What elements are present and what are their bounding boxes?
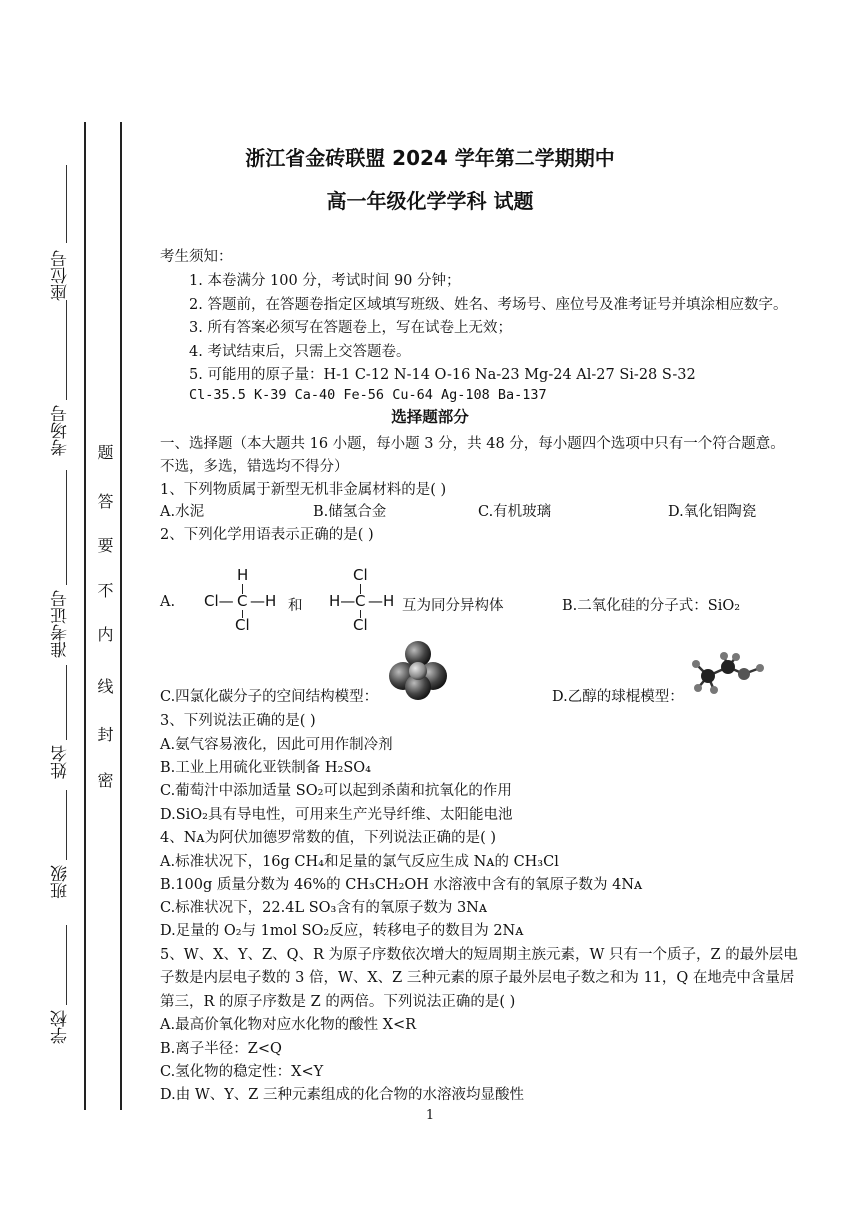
question-5-stem: 5、W、X、Y、Z、Q、R 为原子序数依次增大的短周期主族元素，W 只有一个质子，Z 的最外层电 (160, 947, 798, 963)
question-5-option-b: B.离子半径：Z<Q (160, 1041, 282, 1057)
question-4-option-d: D.足量的 O₂与 1mol SO₂反应，转移电子的数目为 2Nᴀ (160, 923, 524, 939)
question-4-stem: 4、Nᴀ为阿伏加德罗常数的值，下列说法正确的是( ) (160, 830, 497, 846)
exam-id-field (48, 590, 73, 658)
question-2-option-d: D.乙醇的球棍模型： (552, 689, 684, 705)
question-5-stem: 第三，R 的原子序数是 Z 的两倍。下列说法正确的是( ) (160, 994, 516, 1010)
question-2-option-c: C.四氯化碳分子的空间结构模型： (160, 689, 379, 705)
seat-label: 座位号 (51, 250, 71, 301)
notice-item: 4. 考试结束后，只需上交答题卷。 (189, 344, 411, 360)
question-3-stem: 3、下列说法正确的是( ) (160, 713, 316, 729)
class-field (48, 865, 73, 899)
seal-char: 内 (95, 626, 114, 642)
field-underline (66, 790, 67, 860)
question-1-option-b: B.储氢合金 (313, 504, 387, 520)
question-5-option-c: C.氢化物的稳定性：X<Y (160, 1064, 324, 1080)
binding-line-inner (120, 122, 122, 1110)
part-intro: 不选，多选，错选均不得分） (160, 459, 349, 475)
field-underline (66, 470, 67, 585)
exam-room-label: 考场号 (51, 405, 71, 456)
atom-label: Cl (353, 616, 368, 634)
atom-label: —H (368, 592, 395, 610)
atomic-masses: 5. 可能用的原子量：H-1 C-12 N-14 O-16 Na-23 Mg-24 Al-27 Si-28 S-32 (189, 367, 696, 383)
atom-label: C (355, 592, 366, 610)
question-5-option-a: A.最高价氧化物对应水化物的酸性 X<R (160, 1017, 417, 1033)
section-title: 选择题部分 (391, 408, 469, 426)
question-1-option-a: A.水泥 (160, 504, 205, 520)
ethanol-ball-stick-model (686, 652, 770, 698)
atom-label: Cl— (204, 592, 234, 610)
field-underline (66, 925, 67, 1005)
question-4-option-c: C.标准状况下，22.4L SO₃含有的氧原子数为 3Nᴀ (160, 900, 488, 916)
question-2-option-a-text: 互为同分异构体 (402, 598, 504, 614)
question-3-option-a: A.氨气容易液化，因此可用作制冷剂 (160, 737, 393, 753)
ccl4-space-filling-model (388, 640, 448, 702)
class-label: 班级 (51, 865, 71, 899)
question-3-option-b: B.工业上用硫化亚铁制备 H₂SO₄ (160, 760, 371, 776)
question-2-option-a-label: A. (160, 594, 176, 610)
seal-char: 不 (95, 582, 114, 598)
seal-char: 要 (95, 537, 114, 553)
question-1-option-d: D.氧化铝陶瓷 (668, 504, 757, 520)
atom-label: H— (329, 592, 356, 610)
notice-heading: 考生须知： (160, 249, 233, 265)
atom-label: —H (250, 592, 277, 610)
name-field (48, 745, 73, 779)
exam-title: 浙江省金砖联盟 2024 学年第二学期期中 (245, 146, 615, 170)
question-5-stem: 子数是内层电子数的 3 倍，W、X、Z 三种元素的原子最外层电子数之和为 11，Q 在地壳中含量居 (160, 970, 795, 986)
question-3-option-d: D.SiO₂具有导电性，可用来生产光导纤维、太阳能电池 (160, 807, 513, 823)
atom-label: Cl (235, 616, 250, 634)
notice-item: 1. 本卷满分 100 分，考试时间 90 分钟； (189, 273, 461, 289)
question-1-option-c: C.有机玻璃 (478, 504, 552, 520)
seal-char: 答 (95, 493, 114, 509)
question-5-option-d: D.由 W、Y、Z 三种元素组成的化合物的水溶液均显酸性 (160, 1087, 524, 1103)
question-2-option-b: B.二氧化硅的分子式：SiO₂ (562, 598, 741, 614)
field-underline (66, 300, 67, 400)
page-number: 1 (425, 1108, 435, 1123)
binding-line-outer (84, 122, 86, 1110)
seal-char: 题 (95, 444, 114, 460)
school-field (48, 1010, 73, 1044)
question-3-option-c: C.葡萄汁中添加适量 SO₂可以起到杀菌和抗氧化的作用 (160, 783, 512, 799)
question-4-option-b: B.100g 质量分数为 46%的 CH₃CH₂OH 水溶液中含有的氧原子数为 4Nᴀ (160, 877, 643, 893)
name-label: 姓名 (51, 745, 71, 779)
notice-item: 3. 所有答案必须写在答题卷上，写在试卷上无效； (189, 320, 512, 336)
question-4-option-a: A.标准状况下，16g CH₄和足量的氯气反应生成 Nᴀ的 CH₃Cl (160, 854, 559, 870)
school-label: 学校 (51, 1010, 71, 1044)
atom-label: C (237, 592, 248, 610)
notice-item: 2. 答题前，在答题卷指定区域填写班级、姓名、考场号、座位号及准考证号并填涂相应数字。 (189, 297, 788, 313)
field-underline (66, 665, 67, 740)
seal-char: 封 (95, 726, 114, 742)
seal-char: 密 (95, 772, 114, 788)
seal-char: 线 (95, 678, 114, 694)
atom-label: Cl (353, 566, 368, 584)
atomic-masses-continued: Cl-35.5 K-39 Ca-40 Fe-56 Cu-64 Ag-108 Ba-137 (189, 387, 547, 403)
question-1-stem: 1、下列物质属于新型无机非金属材料的是( ) (160, 482, 447, 498)
exam-id-label: 准考证号 (51, 590, 71, 658)
seat-field (48, 250, 73, 301)
atom-label: H (237, 566, 249, 584)
question-2-stem: 2、下列化学用语表示正确的是( ) (160, 527, 374, 543)
exam-subtitle: 高一年级化学学科 试题 (326, 189, 534, 213)
part-intro: 一、选择题（本大题共 16 小题，每小题 3 分，共 48 分，每小题四个选项中只有一个符合题意。 (160, 436, 785, 452)
question-2-conjunction: 和 (288, 598, 303, 614)
